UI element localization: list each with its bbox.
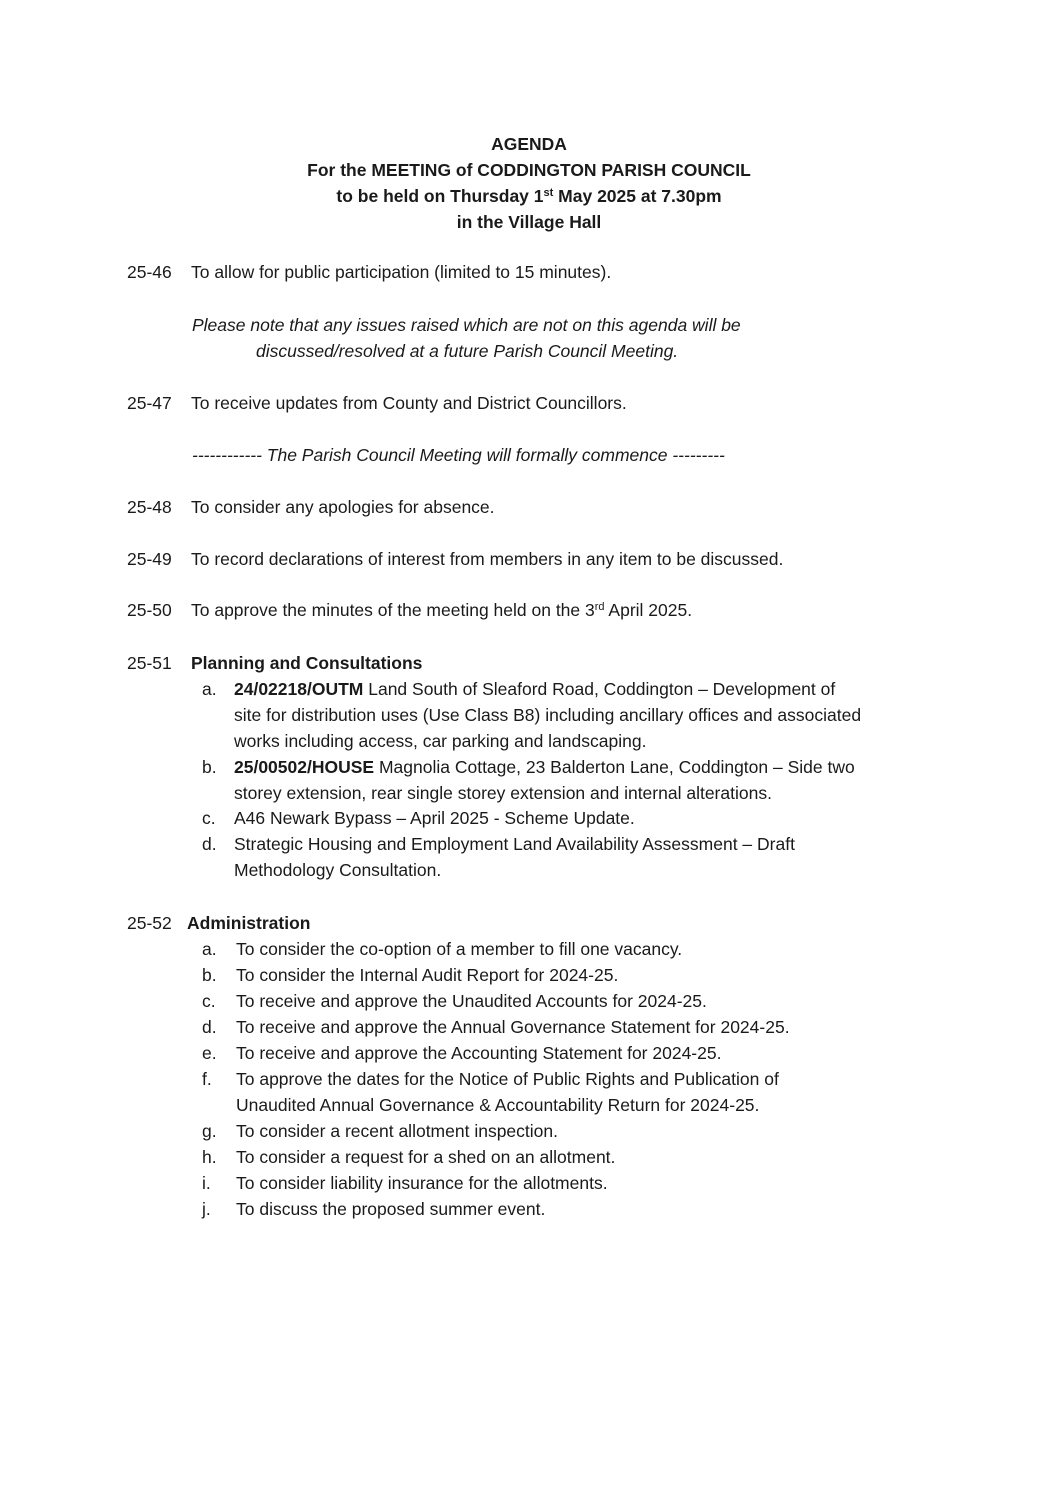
agenda-page: AGENDA For the MEETING of CODDINGTON PARISH COUNCIL to be held on Thursday 1st May 2025 at 7.30pm in the Village Hall 25-46 To allow for public participation (limited to 15 minutes). Please note that any issues raised which are not on this agenda will be discussed/resolved at a future Parish Council Meeting. 25-47 To receive updates from County and District Councillors. ------------ The Parish Council Meeting will formally commence --------- 25-48 To consider any apologies for absence. 25-49 To record declarations of interest from members in any item to be discussed. 25-50 To approve the minutes of the meeting held on the 3rd April 2025. 25-51 Planning and Consultations a. 24/02218/OUTM Land South of Sleaford Road, Coddington – Development of site for distribution uses (Use Class B8) including ancillary offices and associated works including access, car parking and landscaping. b. 25/00502/HOUSE Magnolia Cottage, 23 Balderton Lane, Coddington – Side two storey extension, rear single storey extension and internal alterations. c. A46 Newark Bypass – April 2025 - Scheme Update. d. Strategic Housing and Employment Land Availability Assessment – Draft Methodology Consultation. 25-52 Administration a. To consider the co-option of a member to fill one vacancy. b. To consider the Internal Audit Report for 2024-25. c. To receive and approve the Unaudited Accounts for 2024-25. d. To receive and approve the Annual Governance Statement for 2024-25. e. To receive and approve the Accounting Statement for 2024-25. f. To approve the dates for the Notice of Public Rights and Publication of Unaudited Annual Governance & Accountability Return for 2024-25. g. To consider a recent allotment inspection. h. To consider a request for a shed on an allotment. i. To consider liability insurance for the allotments. j. To discuss the proposed summer event. bbox=[0, 0, 1058, 1497]
item-number: 25-47 bbox=[127, 393, 172, 413]
planning-reference: 24/02218/OUTM bbox=[234, 679, 364, 699]
item-letter: b. bbox=[202, 757, 217, 777]
agenda-item-25-51 bbox=[127, 650, 422, 676]
item-letter: g. bbox=[202, 1121, 217, 1141]
agenda-item-25-48 bbox=[127, 494, 495, 520]
meeting-commence-note: ------------ The Parish Council Meeting will formally commence --------- bbox=[192, 445, 725, 465]
item-letter: c. bbox=[202, 991, 216, 1011]
item-number: 25-49 bbox=[127, 549, 172, 569]
agenda-item-25-52 bbox=[127, 910, 310, 936]
item-letter: d. bbox=[202, 1017, 217, 1037]
item-letter: d. bbox=[202, 834, 217, 854]
item-letter: h. bbox=[202, 1147, 217, 1167]
meeting-venue: in the Village Hall bbox=[456, 212, 602, 232]
agenda-item-25-46 bbox=[127, 259, 611, 285]
item-letter: f. bbox=[202, 1069, 212, 1089]
agenda-item-25-50 bbox=[127, 597, 692, 623]
item-letter: a. bbox=[202, 939, 217, 959]
planning-reference: 25/00502/HOUSE bbox=[234, 757, 375, 777]
public-note-line-1: Please note that any issues raised which are not on this agenda will be bbox=[192, 315, 741, 335]
item-letter: c. bbox=[202, 808, 216, 828]
agenda-item-25-49 bbox=[127, 546, 783, 572]
item-letter: i. bbox=[202, 1173, 211, 1193]
section-title: Planning and Consultations bbox=[191, 653, 423, 673]
agenda-title: AGENDA bbox=[491, 134, 567, 154]
item-text: To consider any apologies for absence. bbox=[191, 497, 495, 517]
item-number: 25-48 bbox=[127, 497, 172, 517]
item-letter: e. bbox=[202, 1043, 217, 1063]
item-number: 25-46 bbox=[127, 262, 172, 282]
meeting-date: to be held on Thursday 1st May 2025 at 7.30pm bbox=[336, 186, 722, 206]
item-text: To record declarations of interest from members in any item to be discussed. bbox=[191, 549, 784, 569]
item-text: To allow for public participation (limited to 15 minutes). bbox=[191, 262, 612, 282]
item-letter: a. bbox=[202, 679, 217, 699]
item-number: 25-51 bbox=[127, 653, 172, 673]
agenda-header bbox=[0, 131, 1058, 235]
item-text: To approve the minutes of the meeting held on the 3rd April 2025. bbox=[191, 600, 693, 620]
item-letter: j. bbox=[202, 1199, 211, 1219]
section-title: Administration bbox=[187, 913, 311, 933]
item-letter: b. bbox=[202, 965, 217, 985]
item-number: 25-52 bbox=[127, 913, 172, 933]
item-number: 25-50 bbox=[127, 600, 172, 620]
item-text: To receive updates from County and District Councillors. bbox=[191, 393, 627, 413]
meeting-title: For the MEETING of CODDINGTON PARISH COUNCIL bbox=[307, 160, 751, 180]
agenda-item-25-47 bbox=[127, 390, 627, 416]
public-note-line-2: discussed/resolved at a future Parish Council Meeting. bbox=[256, 341, 679, 361]
